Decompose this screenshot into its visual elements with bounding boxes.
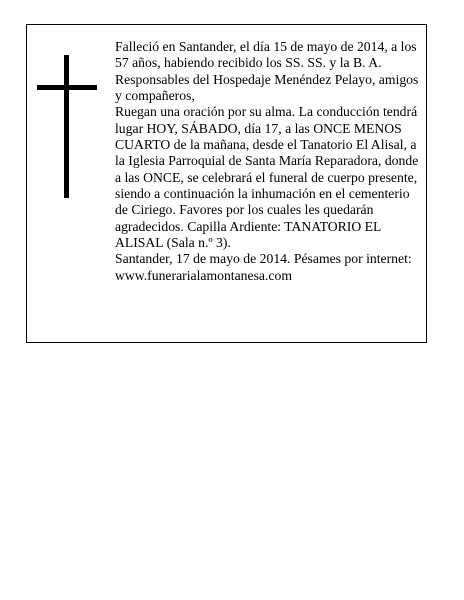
latin-cross-icon bbox=[37, 55, 97, 198]
funeral-details: Ruegan una oración por su alma. La conducción tendrá lugar HOY, SÁBADO, día 17, a las ONCE MENOS CUARTO de la mañana, desde el Tanatorio El Alisal, a la Iglesia Parroquial de Santa María Reparadora, donde a las ONCE, se celebrará el funeral de cuerpo presente, siendo a continuación la inhumación en el cementerio de Ciriego. Favores por los cuales les quedarán agradecidos. Capilla Ardiente: TANATORIO EL ALISAL (Sala n.º 3). bbox=[115, 104, 419, 251]
obituary-notice bbox=[26, 24, 427, 343]
cross-vertical-bar bbox=[64, 55, 69, 198]
mourners-line: Responsables del Hospedaje Menéndez Pelayo, amigos y compañeros, bbox=[115, 71, 419, 104]
death-announcement: Falleció en Santander, el día 15 de mayo de 2014, a los 57 años, habiendo recibido los SS. SS. y la B. A. bbox=[115, 39, 417, 71]
cross-horizontal-bar bbox=[37, 85, 97, 90]
date-and-condolences: Santander, 17 de mayo de 2014. Pésames por internet: www.funerarialamontanesa.com bbox=[115, 251, 412, 283]
notice-body bbox=[115, 39, 420, 284]
